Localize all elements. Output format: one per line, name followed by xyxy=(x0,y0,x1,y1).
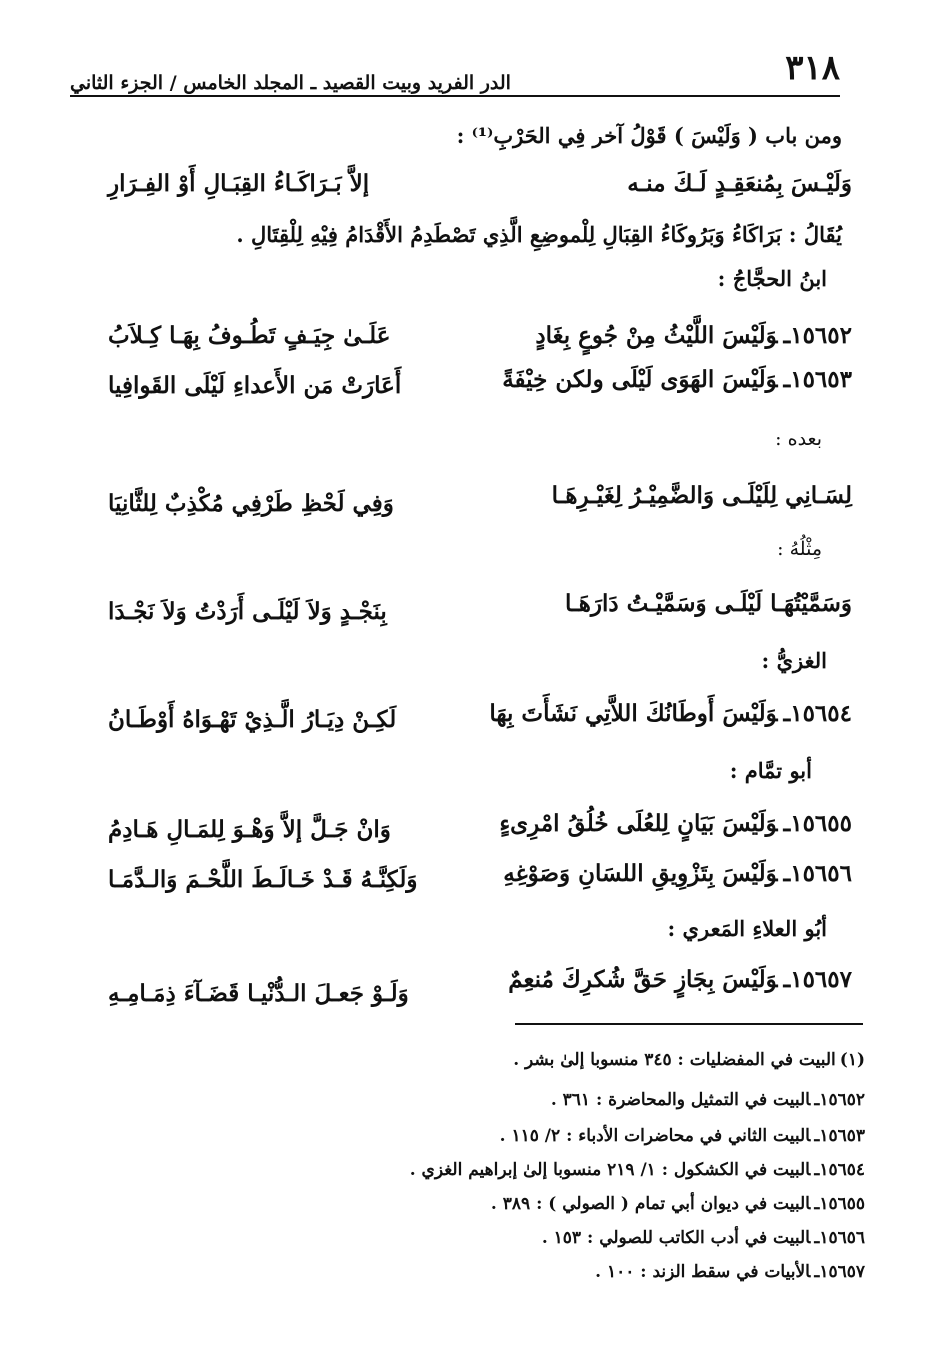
verse-number: ١٥٦٥٤ـ xyxy=(783,700,852,727)
footnote-id: ١٥٦٥٤ـ xyxy=(814,1160,865,1180)
verse-text: وَلَيْسَ بَيَانٍ لِلعُلَى خُلُقُ امْرِىءٍ xyxy=(499,810,778,837)
section-heading: مِثْلُهُ : xyxy=(777,538,822,560)
footnote-text: البيت في أدب الكاتب للصولي : ١٥٣ . xyxy=(541,1228,811,1248)
footnote-text: البيت في ديوان أبي تمام ( الصولي ) : ٣٨٩ . xyxy=(490,1194,811,1214)
verse-hemistich-right xyxy=(489,700,852,727)
verse-text: وَلَيْسَ بِجَازٍ حَقَّ شُكرِكَ مُنعِمٌ xyxy=(508,966,778,993)
section-heading: أبو تمَّام : xyxy=(729,758,812,783)
section-heading: أبُو العلاءِ المَعري : xyxy=(667,916,827,941)
verse-number: ١٥٦٥٧ـ xyxy=(783,966,852,993)
verse-hemistich-right xyxy=(502,366,852,393)
verse-hemistich-left: وَلَـوْ جَعـلَ الـدُّنْيـا قَضَـآءَ ذِمَـامِـهِ xyxy=(108,980,409,1007)
footnote-text: البيت في الكشكول : ١/ ٢١٩ منسوبا إلىٰ إبراهيم الغزي . xyxy=(409,1160,811,1180)
verse-hemistich-left: أَعَارَتْ مَن الأَعداءِ لَيْلَى القَوافِيا xyxy=(108,372,402,399)
verse-number: ١٥٦٥٦ـ xyxy=(783,860,852,887)
verse-hemistich-left: لَكِـنْ دِيَـارُ الَّـذِيْ تَهْـوَاهُ أَوْطَـانُ xyxy=(108,706,397,733)
footnote-id: ١٥٦٥٦ـ xyxy=(814,1228,865,1248)
footnote-id: ١٥٦٥٥ـ xyxy=(814,1194,865,1214)
verse-number: ١٥٦٥٥ـ xyxy=(783,810,852,837)
page-number: ٣١٨ xyxy=(785,48,840,88)
verse-hemistich-right: وَلَيْـسَ بِمُنعَقِـدٍ لَـكَ منـه xyxy=(627,170,852,197)
running-title: الدر الفريد وبيت القصيد ـ المجلد الخامس / الجزء الثاني xyxy=(70,72,511,94)
verse-hemistich-right xyxy=(508,966,852,993)
verse-text: وَلَيْسَ الهَوَى لَيْلَى ولكن خِيْفَةً xyxy=(502,366,778,393)
verse-text: وَلَيْسَ اللَّيْثُ مِنْ جُوعٍ بِغَادٍ xyxy=(535,322,778,349)
footnote-text: البيت الثاني في محاضرات الأدباء : ٢/ ١١٥ . xyxy=(499,1126,811,1146)
footnote-id: ١٥٦٥٧ـ xyxy=(814,1262,865,1282)
footnote xyxy=(595,1262,865,1282)
section-heading: بعده : xyxy=(775,428,822,450)
verse-hemistich-right xyxy=(499,810,852,837)
footnote-id: (١) xyxy=(839,1050,865,1070)
footnote-text: البيت في التمثيل والمحاضرة : ٣٦١ . xyxy=(550,1090,811,1110)
page-header xyxy=(70,44,852,96)
verse-hemistich-right: وَسَمَّيْتُهَـا لَيْلَـى وَسَمَّيْـتُ دَارَهَـا xyxy=(565,590,852,617)
intro-gloss: يُقَالُ : بَرَاكَاءُ وَبَرُوكَاءُ القِبَالِ لِلْموضِعِ الَّذِي تَصْطَدِمُ الأَقْدَامُ فِيْهِ لِلْقِتَالِ . xyxy=(236,222,842,247)
verse-hemistich-right xyxy=(535,322,852,349)
footnote-id: ١٥٦٥٣ـ xyxy=(814,1126,865,1146)
footnote xyxy=(410,1160,865,1180)
verse-text: وَلَيْسَ بِتَزْوِيقِ اللسَانِ وَصَوْغِهِ xyxy=(503,860,778,887)
footnote-id: ١٥٦٥٢ـ xyxy=(814,1090,865,1110)
verse-hemistich-left: بِنَجْـدٍ وَلاَ لَيْلَـى أَرَدْتُ وَلاَ نَجْـدَا xyxy=(108,598,387,625)
footnote-text: الأبيات في سقط الزند : ١٠٠ . xyxy=(595,1262,811,1282)
verse-hemistich-left: إلاَّ بَـرَاكَـاءُ القِبَـالِ أَوْ الفِـرَارِ xyxy=(108,170,370,197)
verse-hemistich-left: وَفِي لَحْظِ طَرْفِي مُكْذِبٌ لِلثَّانِيَا xyxy=(108,490,394,517)
footnote-text: البيت في المفضليات : ٣٤٥ منسوبا إلىٰ بشر . xyxy=(513,1050,836,1070)
header-rule xyxy=(70,95,840,97)
footnote xyxy=(551,1090,865,1110)
verse-number: ١٥٦٥٣ـ xyxy=(783,366,852,393)
verse-hemistich-left: وَلَكِنَّـهُ قَـدْ خَـالَـطَ اللَّحْـمَ وَالـدَّمَـا xyxy=(108,866,418,893)
verse-hemistich-left: وَانْ جَـلَّ إلاَّ وَهْـوَ لِلمَـالِ هَـادِمُ xyxy=(108,816,391,843)
footnote-rule xyxy=(515,1023,863,1025)
verse-hemistich-right: لِسَـانِي لِلَيْلَـى وَالضَّمِيْـرُ لِغَيْـرِهَـا xyxy=(551,482,852,509)
footnote xyxy=(542,1228,865,1248)
footnote xyxy=(513,1050,865,1070)
verse-number: ١٥٦٥٢ـ xyxy=(783,322,852,349)
verse-hemistich-right xyxy=(503,860,852,887)
footnote xyxy=(491,1194,865,1214)
verse-hemistich-left: عَلَـىٰ جِيَـفٍ تَطُـوفُ بِهَـا كِـلاَبُ xyxy=(108,322,391,349)
footnote xyxy=(500,1126,865,1146)
verse-text: وَلَيْسَ أَوطَانُكَ اللاَّتِي نَشَأَتَ بِهَا xyxy=(489,700,778,727)
intro-line: ومن باب ( وَلَيْسَ ) قَوْلُ آخر فِي الحَرْبِ⁽¹⁾ : xyxy=(456,123,842,148)
section-heading: ابنُ الحجَّاجُ : xyxy=(717,266,827,291)
section-heading: الغزيُّ : xyxy=(761,648,827,673)
